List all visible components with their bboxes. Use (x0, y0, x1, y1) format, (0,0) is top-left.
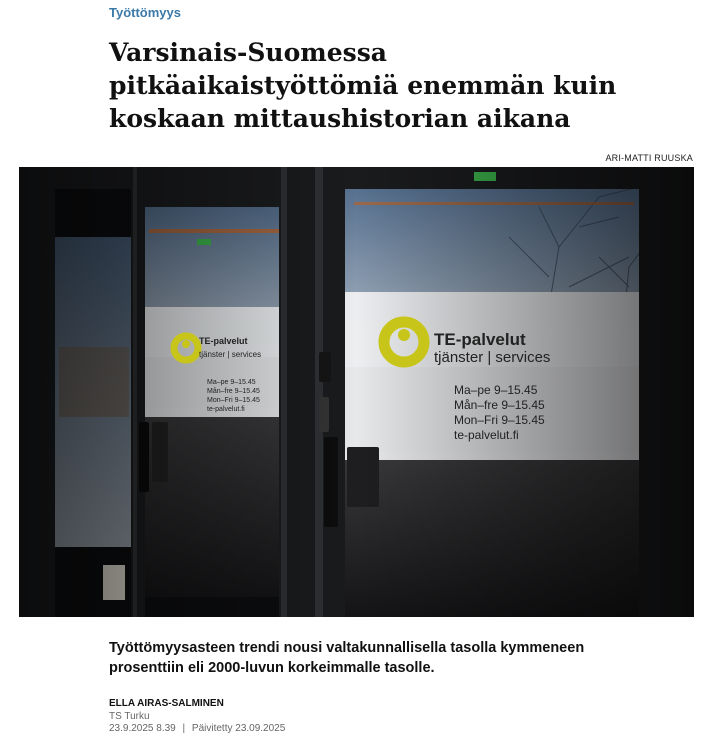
date-separator: | (182, 723, 186, 734)
publication-name: TS Turku (109, 711, 150, 722)
publish-dates (109, 723, 285, 734)
published-date: 23.9.2025 8.39 (109, 723, 176, 734)
sticker-hours-small-0: Ma–pe 9–15.45 (207, 379, 256, 386)
sticker-website-small: te-palvelut.fi (207, 406, 245, 413)
author-name[interactable]: ELLA AIRAS-SALMINEN (109, 698, 224, 709)
headline: Varsinais-Suomessa pitkäaikaistyöttömiä enemmän kuin koskaan mittaushistorian aikana (109, 38, 617, 133)
updated-date: Päivitetty 23.09.2025 (191, 723, 286, 734)
sticker-hours-0: Ma–pe 9–15.45 (454, 383, 538, 397)
sticker-hours-1: Mån–fre 9–15.45 (454, 398, 545, 412)
sticker-hours-small-1: Mån–fre 9–15.45 (207, 388, 260, 395)
sticker-brand: TE-palvelut (434, 330, 526, 349)
lead-paragraph: Työttömyysasteen trendi nousi valtakunnallisella tasolla kymmeneen prosenttiin eli 2000-luvun korkeimmalle tasolle. (109, 640, 585, 676)
sticker-hours-2: Mon–Fri 9–15.45 (454, 413, 545, 427)
sticker-subtitle: tjänster | services (434, 349, 551, 366)
sticker-website: te-palvelut.fi (454, 428, 519, 442)
sticker-brand-small: TE-palvelut (199, 336, 248, 346)
sticker-hours-small-2: Mon–Fri 9–15.45 (207, 397, 260, 404)
photo-credit: ARI-MATTI RUUSKA (605, 153, 693, 163)
article-photo[interactable] (19, 167, 694, 617)
sticker-subtitle-small: tjänster | services (199, 350, 262, 359)
category-link[interactable]: Työttömyys (109, 5, 181, 20)
